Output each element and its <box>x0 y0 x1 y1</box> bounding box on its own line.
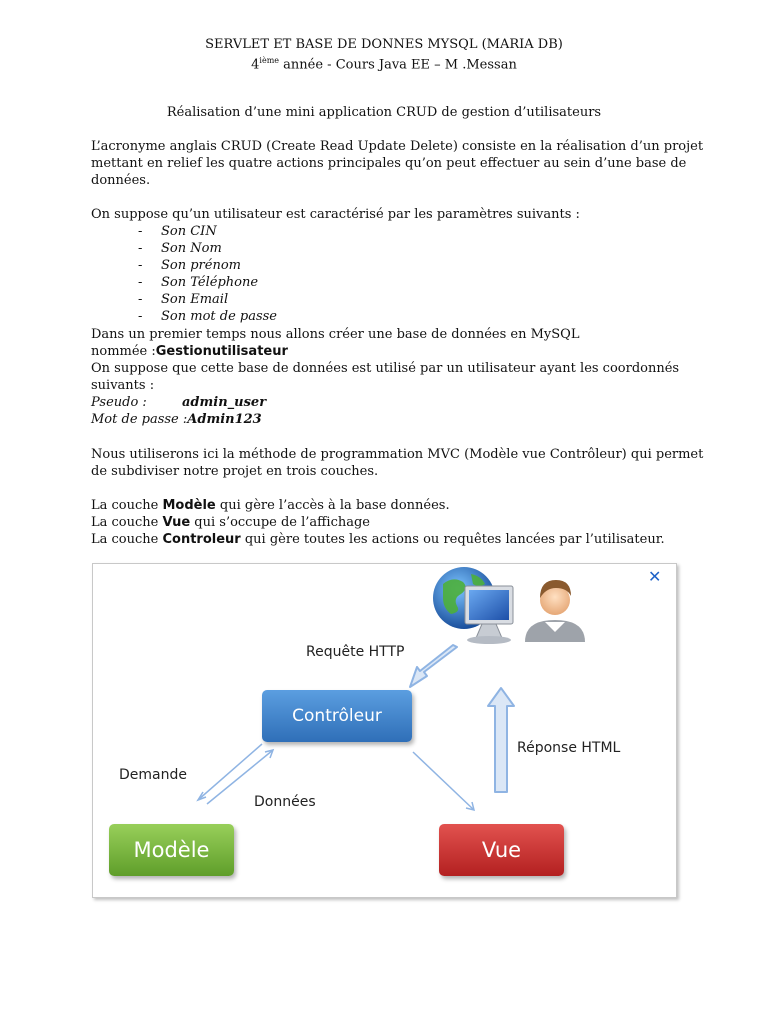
db-name: Gestionutilisateur <box>155 344 288 359</box>
close-icon[interactable]: ✕ <box>648 567 662 586</box>
param-item: Son prénom <box>161 258 241 273</box>
header-num: 4 <box>251 57 260 73</box>
user-icon <box>525 580 585 642</box>
pseudo-value: admin_user <box>182 395 267 410</box>
layer-line <box>91 514 370 531</box>
layer-prefix: La couche <box>91 515 163 530</box>
pseudo-label: Pseudo : <box>91 395 147 410</box>
db-line: On suppose que cette base de données est utilisé par un utilisateur ayant les coordonnés <box>91 361 680 376</box>
intro-line: mettant en relief les quatre actions principales qu’on peut effectuer au sein d’une base de <box>91 156 687 171</box>
param-item: Son Nom <box>161 241 222 256</box>
intro-line: L’acronyme anglais CRUD (Create Read Update Delete) consiste en la réalisation d’un projet <box>91 139 704 154</box>
password-label: Mot de passe : <box>91 412 188 427</box>
bullet-dash: - <box>138 224 143 239</box>
layer-line <box>91 531 665 548</box>
header-sup: ième <box>259 56 280 65</box>
response-arrow <box>488 688 514 792</box>
layer-name: Vue <box>162 515 191 530</box>
demand-label: Demande <box>119 767 187 783</box>
bullet-dash: - <box>138 292 143 307</box>
layer-line <box>91 497 450 514</box>
layer-name: Controleur <box>162 532 241 547</box>
controller-view-arrow <box>413 752 474 810</box>
request-arrow <box>410 645 457 687</box>
mvc-intro-line: Nous utiliserons ici la méthode de programmation MVC (Modèle vue Contrôleur) qui permet <box>91 447 704 462</box>
layer-desc: qui s’occupe de l’affichage <box>190 515 370 530</box>
layer-desc: qui gère toutes les actions ou requêtes lancées par l’utilisateur. <box>240 532 665 547</box>
param-item: Son mot de passe <box>161 309 278 324</box>
db-line: Dans un premier temps nous allons créer une base de données en MySQL <box>91 327 580 342</box>
bullet-dash: - <box>138 258 143 273</box>
mvc-intro-line: de subdiviser notre projet en trois couches. <box>91 464 379 479</box>
layer-desc: qui gère l’accès à la base données. <box>215 498 450 513</box>
header-title: SERVLET ET BASE DE DONNES MYSQL (MARIA DB) <box>205 37 563 52</box>
intro-line: données. <box>91 173 151 188</box>
params-intro: On suppose qu’un utilisateur est caractérisé par les paramètres suivants : <box>91 207 580 222</box>
globe-computer-icon <box>433 567 513 644</box>
controller-box: Contrôleur <box>262 690 412 742</box>
param-item: Son Téléphone <box>161 275 259 290</box>
mvc-diagram <box>92 563 677 898</box>
demand-arrow <box>198 744 262 800</box>
db-line: suivants : <box>91 378 155 393</box>
response-label: Réponse HTML <box>517 740 621 756</box>
document-subtitle: Réalisation d’une mini application CRUD de gestion d’utilisateurs <box>166 105 602 120</box>
param-item: Son Email <box>161 292 229 307</box>
bullet-dash: - <box>138 241 143 256</box>
data-label: Données <box>254 794 316 810</box>
db-name-line <box>91 343 288 360</box>
param-item: Son CIN <box>161 224 217 239</box>
layer-prefix: La couche <box>91 532 163 547</box>
password-value: Admin123 <box>187 412 262 427</box>
layer-prefix: La couche <box>91 498 163 513</box>
view-box: Vue <box>439 824 564 876</box>
header-course <box>0 52 768 73</box>
header-rest: année - Cours Java EE – M .Messan <box>279 57 517 73</box>
bullet-dash: - <box>138 275 143 290</box>
model-box: Modèle <box>109 824 234 876</box>
db-name-prefix: nommée : <box>91 344 156 359</box>
bullet-dash: - <box>138 309 143 324</box>
request-label: Requête HTTP <box>306 644 405 660</box>
password-line <box>91 411 262 428</box>
layer-name: Modèle <box>162 498 216 513</box>
